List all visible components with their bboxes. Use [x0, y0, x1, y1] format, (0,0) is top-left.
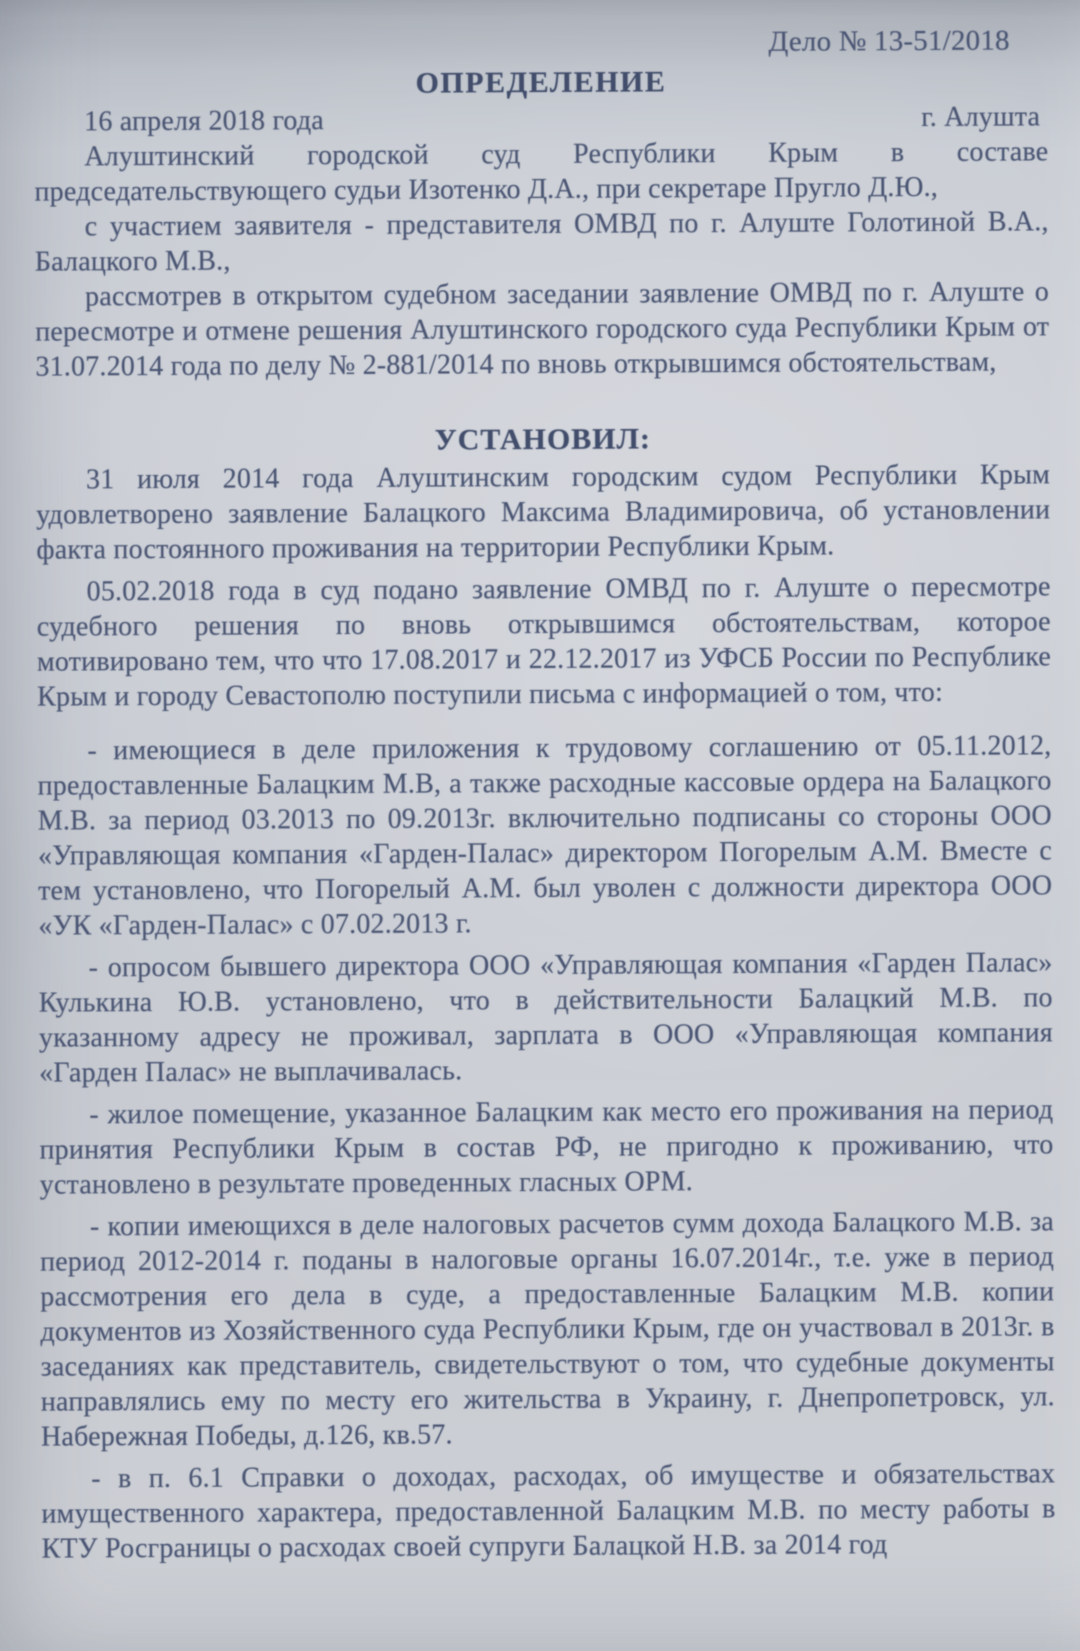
document-place: г. Алушта — [921, 101, 1041, 133]
paragraph: 31 июля 2014 года Алуштинским городским судом Республики Крым удовлетворено заявление Балацкого Максима Владимировича, об установлении факта постоянного проживания на территории Республики Крым. — [36, 459, 1051, 566]
paragraph: - в п. 6.1 Справки о доходах, расходах, об имуществе и обязательствах имущественного характера, предоставленной Балацким М.В. по месту работы в КТУ Росграницы о расходах своей супруги Балацкой Н.В. за 2014 год — [41, 1458, 1056, 1565]
intro-paragraphs — [34, 134, 1049, 384]
document-date: 16 апреля 2018 года — [84, 105, 324, 138]
paragraph: - жилое помещение, указанное Балацким как место его проживания на период принятия Республики Крым в состав РФ, не пригодно к проживанию, что установлено в результате проведенных гласных ОРМ. — [39, 1094, 1054, 1201]
section-heading-ustanovil: УСТАНОВИЛ: — [434, 422, 651, 457]
findings-paragraphs — [36, 457, 1056, 1566]
case-number: Дело № 13-51/2018 — [768, 24, 1010, 58]
paragraph: - имеющиеся в деле приложения к трудовому соглашению от 05.11.2012, предоставленные Балацким М.В, а также расходные кассовые ордера на Балацкого М.В. за период 03.2013 по 09.2013г. включительно подписаны со стороны ООО «Управляющая компания «Гарден-Палас» директором Погорелым А.М. Вместе с тем установлено, что Погорелый А.М. был уволен с должности директора ООО «УК «Гарден-Палас» с 07.02.2013 г. — [37, 730, 1053, 942]
date-place-row — [34, 99, 1048, 139]
document-title: ОПРЕДЕЛЕНИЕ — [415, 65, 667, 100]
paragraph: - опросом бывшего директора ООО «Управляющая компания «Гарден Палас» Кулькина Ю.В. установлено, что в действительности Балацкий М.В. по указанному адресу не проживал, зарплата в ООО «Управляющая компания «Гарден Палас» не выплачивалась. — [38, 947, 1053, 1089]
paragraph: Алуштинский городской суд Республики Крым в составе председательствующего судьи Изотенко Д.А., при секретаре Пругло Д.Ю., — [34, 136, 1049, 208]
paragraph: 05.02.2018 года в суд подано заявление ОМВД по г. Алуште о пересмотре судебного решения по вновь открывшимся обстоятельствам, которое мотивировано тем, что что 17.08.2017 и 22.12.2017 из УФСБ России по Республике Крым и городу Севастополю поступили письма с информацией о том, что: — [36, 571, 1052, 713]
paragraph: с участием заявителя - представителя ОМВД по г. Алуште Голотиной В.А., Балацкого М.В., — [34, 206, 1049, 278]
paragraph: - копии имеющихся в деле налоговых расчетов сумм дохода Балацкого М.В. за период 2012-2014 г. поданы в налоговые органы 16.07.2014г., т.е. уже в период рассмотрения его дела в суде, а предоставленные Балацким М.В. копии документов из Хозяйственного суда Республики Крым, где он участвовал в 2013г. в заседаниях как представитель, свидетельствуют о том, что судебные документы направлялись ему по месту его жительства в Украину, г. Днепропетровск, ул. Набережная Победы, д.126, кв.57. — [40, 1206, 1055, 1453]
paragraph: рассмотрев в открытом судебном заседании заявление ОМВД по г. Алуште о пересмотре и отмене решения Алуштинского городского суда Республики Крым от 31.07.2014 года по делу № 2-881/2014 по вновь открывшимся обстоятельствам, — [35, 276, 1050, 383]
